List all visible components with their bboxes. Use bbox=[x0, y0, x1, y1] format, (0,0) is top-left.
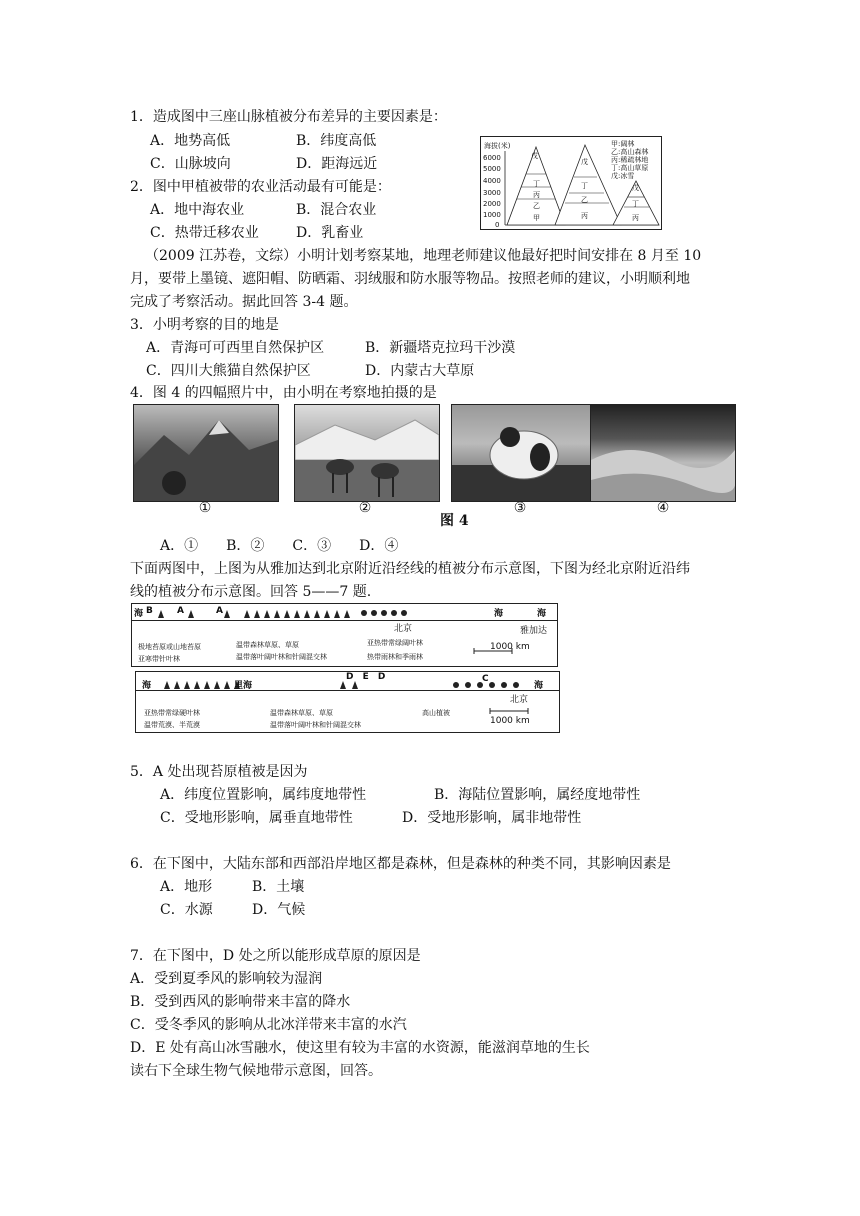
q3-option-c: C．四川大熊猫自然保护区 bbox=[146, 363, 311, 379]
photo-label-2: ② bbox=[358, 500, 372, 516]
q2-option-b: B．混合农业 bbox=[296, 202, 377, 218]
map1-legend-item: 极地苔原或山地苔原 bbox=[138, 643, 201, 651]
map1-city-jakarta: 雅加达 bbox=[520, 626, 548, 636]
tick-3000: 3000 bbox=[483, 189, 501, 197]
q1-option-a: A．地势高低 bbox=[150, 133, 231, 149]
intro2-line-1: 下面两图中，上图为从雅加达到北京附近沿经线的植被分布示意图，下图为经北京附近沿纬 bbox=[130, 561, 690, 577]
map1-right-sea: 海 bbox=[494, 609, 504, 619]
map2-labels-ded: D E D bbox=[346, 672, 389, 682]
map1-vegetation-symbols bbox=[154, 604, 424, 620]
mountain-legend-item: 甲:阔林 bbox=[611, 140, 635, 148]
q6-stem: 6．在下图中，大陆东部和西部沿岸地区都是森林，但是森林的种类不同，其影响因素是 bbox=[130, 856, 671, 872]
zone-label: 丁 bbox=[581, 182, 588, 190]
map2-legend-item: 高山植被 bbox=[422, 709, 450, 717]
photo-2-antelopes bbox=[294, 404, 440, 502]
photo-label-3: ③ bbox=[513, 500, 527, 516]
photo-1-mountain bbox=[133, 404, 279, 502]
q6-option-b: B．土壤 bbox=[252, 879, 305, 895]
meridian-vegetation-map bbox=[131, 603, 558, 667]
tick-5000: 5000 bbox=[483, 165, 501, 173]
map1-label-a2: A bbox=[216, 606, 223, 616]
q3-option-d: D．内蒙古大草原 bbox=[365, 363, 475, 379]
zone-label: 戊 bbox=[581, 158, 588, 166]
q2-option-a: A．地中海农业 bbox=[150, 202, 245, 218]
parallel-vegetation-map bbox=[135, 671, 560, 733]
map1-scale-label: 1000 km bbox=[490, 642, 530, 652]
q3-option-b: B．新疆塔克拉玛干沙漠 bbox=[365, 340, 516, 356]
map2-city-beijing: 北京 bbox=[510, 695, 529, 705]
tick-1000: 1000 bbox=[483, 211, 501, 219]
zone-label: 乙 bbox=[581, 196, 588, 204]
tick-0: 0 bbox=[495, 221, 500, 229]
map1-legend-item: 亚热带常绿阔叶林 bbox=[367, 639, 423, 647]
map2-label-c: C bbox=[482, 674, 489, 684]
intro-line-1: （2009 江苏卷，文综）小明计划考察某地，地理老师建议他最好把时间安排在 8 月至 10 bbox=[145, 248, 702, 264]
q7-option-a: A．受到夏季风的影响较为湿润 bbox=[130, 971, 323, 987]
q5-option-c: C．受地形影响，属垂直地带性 bbox=[160, 810, 353, 826]
mountain-legend-item: 乙:高山森林 bbox=[611, 148, 649, 156]
mountain-legend-item: 丙:稀疏林地 bbox=[611, 156, 649, 164]
zone-label: 丙 bbox=[581, 212, 588, 220]
q1-option-d: D．距海远近 bbox=[296, 156, 378, 172]
intro-line-3: 完成了考察活动。据此回答 3-4 题。 bbox=[130, 294, 358, 310]
map2-legend-item: 温带森林草原、草原 bbox=[270, 709, 333, 717]
q6-option-c: C．水源 bbox=[160, 902, 213, 918]
photo-label-4: ④ bbox=[656, 500, 670, 516]
q5-option-d: D．受地形影响，属非地带性 bbox=[402, 810, 582, 826]
figure-4-caption: 图 4 bbox=[440, 513, 469, 529]
q7-option-d: D．E 处有高山冰雪融水，使这里有较为丰富的水资源，能滋润草地的生长 bbox=[130, 1040, 590, 1056]
mountain-yaxis-label: 海拔(米) bbox=[484, 142, 511, 150]
q5-option-a: A．纬度位置影响，属纬度地带性 bbox=[160, 787, 367, 803]
q3-option-a: A．青海可可西里自然保护区 bbox=[146, 340, 325, 356]
photo-3-panda bbox=[451, 404, 597, 502]
q2-option-c: C．热带迁移农业 bbox=[150, 225, 259, 241]
tick-2000: 2000 bbox=[483, 200, 501, 208]
map1-label-a1: A bbox=[177, 606, 184, 616]
map2-caspian-sea: 里海 bbox=[234, 681, 253, 691]
map1-label-b: B bbox=[146, 606, 153, 616]
map1-right-sea-2: 海 bbox=[537, 609, 547, 619]
map2-legend-item: 温带落叶阔叶林和针阔混交林 bbox=[270, 721, 361, 729]
intro-line-2: 月，要带上墨镜、遮阳帽、防晒霜、羽绒服和防水服等物品。按照老师的建议，小明顺利地 bbox=[130, 271, 690, 287]
q2-stem: 2．图中甲植被带的农业活动最有可能是： bbox=[130, 179, 391, 195]
map2-right-sea: 海 bbox=[534, 681, 544, 691]
zone-label: 戊 bbox=[632, 184, 639, 192]
q6-option-d: D．气候 bbox=[252, 902, 306, 918]
q7-stem: 7．在下图中，D 处之所以能形成草原的原因是 bbox=[130, 948, 421, 964]
map2-legend-item: 温带荒漠、半荒漠 bbox=[144, 721, 200, 729]
tick-4000: 4000 bbox=[483, 177, 501, 185]
map2-left-sea: 海 bbox=[142, 681, 152, 691]
q3-stem: 3．小明考察的目的地是 bbox=[130, 317, 279, 333]
q7-option-c: C．受冬季风的影响从北冰洋带来丰富的水汽 bbox=[130, 1017, 407, 1033]
zone-label: 戊 bbox=[531, 152, 538, 160]
q2-option-d: D．乳畜业 bbox=[296, 225, 364, 241]
intro2-line-2: 线的植被分布示意图。回答 5——7 题. bbox=[130, 584, 372, 600]
q1-option-c: C．山脉坡向 bbox=[150, 156, 231, 172]
mountain-legend-item: 戊:冰雪 bbox=[611, 172, 635, 180]
map2-scale-bar bbox=[488, 706, 548, 716]
map1-legend-item: 温带落叶阔叶林和针阔混交林 bbox=[236, 653, 327, 661]
q6-option-a: A．地形 bbox=[160, 879, 213, 895]
zone-label: 甲 bbox=[533, 214, 540, 222]
q7-option-b: B．受到西风的影响带来丰富的降水 bbox=[130, 994, 351, 1010]
map2-vegetation-symbols-east bbox=[436, 675, 536, 691]
zone-label: 丙 bbox=[533, 191, 540, 199]
q5-stem: 5．A 处出现苔原植被是因为 bbox=[130, 764, 308, 780]
map1-left-sea: 海 bbox=[134, 609, 144, 619]
q4-options: A．① B．② C．③ D．④ bbox=[160, 538, 399, 554]
map1-legend-item: 热带雨林和季雨林 bbox=[367, 653, 423, 661]
photo-label-1: ① bbox=[198, 500, 212, 516]
q5-option-b: B．海陆位置影响，属经度地带性 bbox=[434, 787, 641, 803]
mountain-vegetation-figure bbox=[480, 136, 662, 230]
q1-stem: 1．造成图中三座山脉植被分布差异的主要因素是： bbox=[130, 109, 447, 125]
zone-label: 丁 bbox=[632, 200, 639, 208]
zone-label: 丁 bbox=[533, 180, 540, 188]
zone-label: 乙 bbox=[533, 202, 540, 210]
map1-city-beijing: 北京 bbox=[394, 624, 413, 634]
zone-label: 丙 bbox=[632, 214, 639, 222]
tail-instruction: 读右下全球生物气候地带示意图，回答。 bbox=[130, 1063, 382, 1079]
q1-option-b: B．纬度高低 bbox=[296, 133, 377, 149]
map2-legend-item: 亚热带常绿硬叶林 bbox=[144, 709, 200, 717]
q4-stem: 4．图 4 的四幅照片中，由小明在考察地拍摄的是 bbox=[130, 385, 437, 401]
map1-legend-item: 温带森林草原、草原 bbox=[236, 641, 299, 649]
tick-6000: 6000 bbox=[483, 154, 501, 162]
photo-4-desert bbox=[590, 404, 736, 502]
map1-legend-item: 亚寒带针叶林 bbox=[138, 655, 180, 663]
map2-scale-label: 1000 km bbox=[490, 716, 530, 726]
mountain-legend-item: 丁:高山草原 bbox=[611, 164, 649, 172]
